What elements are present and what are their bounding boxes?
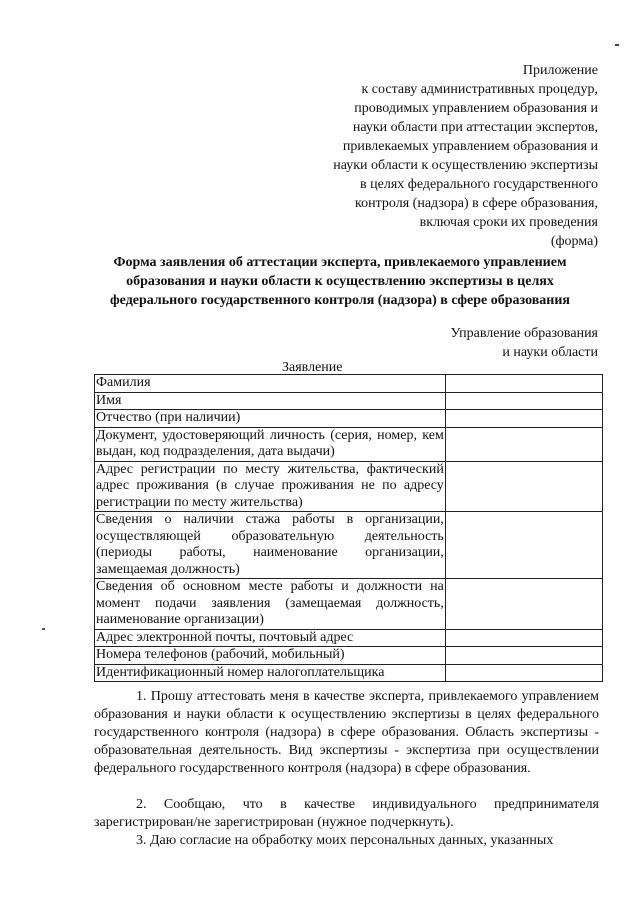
row-label: Адрес электронной почты, почтовый адрес: [95, 629, 446, 647]
row-label: Сведения об основном месте работы и должности на момент подачи заявления (замещаемая должность, наименование организации): [96, 579, 444, 627]
row-label: Документ, удостоверяющий личность (серия, номер, кем выдан, код подразделения, дата выдачи): [96, 427, 444, 459]
row-label: Фамилия: [95, 375, 446, 393]
appendix-line: к составу административных процедур,: [361, 82, 598, 97]
appendix-line: включая сроки их проведения: [419, 215, 598, 230]
addressee-line: Управление образования: [450, 326, 598, 341]
row-value-field[interactable]: [445, 664, 602, 682]
row-label: Отчество (при наличии): [95, 410, 446, 428]
row-label: Номера телефонов (рабочий, мобильный): [95, 647, 446, 665]
form-heading: Заявление: [282, 360, 343, 375]
table-row: [95, 375, 603, 393]
form-title: [60, 253, 620, 310]
appendix-line: науки области при аттестации экспертов,: [352, 120, 598, 135]
appendix-line: (форма): [550, 234, 598, 249]
addressee-line: и науки области: [502, 345, 598, 360]
application-form-table: [94, 374, 603, 682]
table-row: [95, 629, 603, 647]
appendix-header: [333, 61, 598, 251]
row-value-field[interactable]: [445, 579, 602, 630]
table-row: [95, 647, 603, 665]
table-row: [95, 512, 603, 579]
appendix-line: науки области к осуществлению экспертизы: [333, 158, 598, 173]
paragraph-entrepreneur-status: 2. Сообщаю, что в качестве индивидуального предпринимателя зарегистрирован/не зарегистрирован (нужное подчеркнуть).: [94, 797, 599, 830]
row-label: Сведения о наличии стажа работы в организации, осуществляющей образовательную деятельность (периоды работы, наименование организации, замещаемая должность): [96, 512, 444, 577]
table-row: [95, 579, 603, 630]
row-label: Имя: [95, 392, 446, 410]
title-line: федерального государственного контроля (надзора) в сфере образования: [109, 293, 571, 308]
row-value-field[interactable]: [445, 375, 602, 393]
row-label: Адрес регистрации по месту жительства, фактический адрес проживания (в случае проживания не по адресу регистрации по месту жительства): [96, 461, 444, 510]
row-value-field[interactable]: [445, 461, 602, 512]
table-row: [95, 392, 603, 410]
row-value-field[interactable]: [445, 410, 602, 428]
row-value-field[interactable]: [445, 427, 602, 461]
appendix-line: контроля (надзора) в сфере образования,: [355, 196, 598, 211]
table-row: [95, 664, 603, 682]
table-row: [95, 427, 603, 461]
table-row: [95, 410, 603, 428]
row-label: Идентификационный номер налогоплательщика: [95, 664, 446, 682]
appendix-line: в целях федерального государственного: [360, 177, 598, 192]
addressee: [450, 324, 598, 362]
title-line: Форма заявления об аттестации эксперта, привлекаемого управлением: [113, 255, 567, 270]
appendix-line: Приложение: [522, 63, 598, 78]
table-row: [95, 461, 603, 512]
paragraph-request: 1. Прошу аттестовать меня в качестве эксперта, привлекаемого управлением образования и науки области к осуществлению экспертизы в целях федерального государственного контроля (надзора) в сфере образования. Область экспертизы - образовательная деятельность. Вид экспертизы - экспертиза при осуществлении федерального государственного контроля (надзора) в сфере образования.: [94, 689, 599, 776]
row-value-field[interactable]: [445, 629, 602, 647]
appendix-line: привлекаемых управлением образования и: [342, 139, 598, 154]
row-value-field[interactable]: [445, 647, 602, 665]
scan-mark: [615, 44, 619, 46]
row-value-field[interactable]: [445, 392, 602, 410]
title-line: образования и науки области к осуществлению экспертизы в целях: [126, 274, 554, 289]
paragraph-consent: 3. Даю согласие на обработку моих персональных данных, указанных: [136, 833, 554, 848]
appendix-line: проводимых управлением образования и: [354, 101, 598, 116]
row-value-field[interactable]: [445, 512, 602, 579]
scan-mark: [42, 628, 45, 630]
